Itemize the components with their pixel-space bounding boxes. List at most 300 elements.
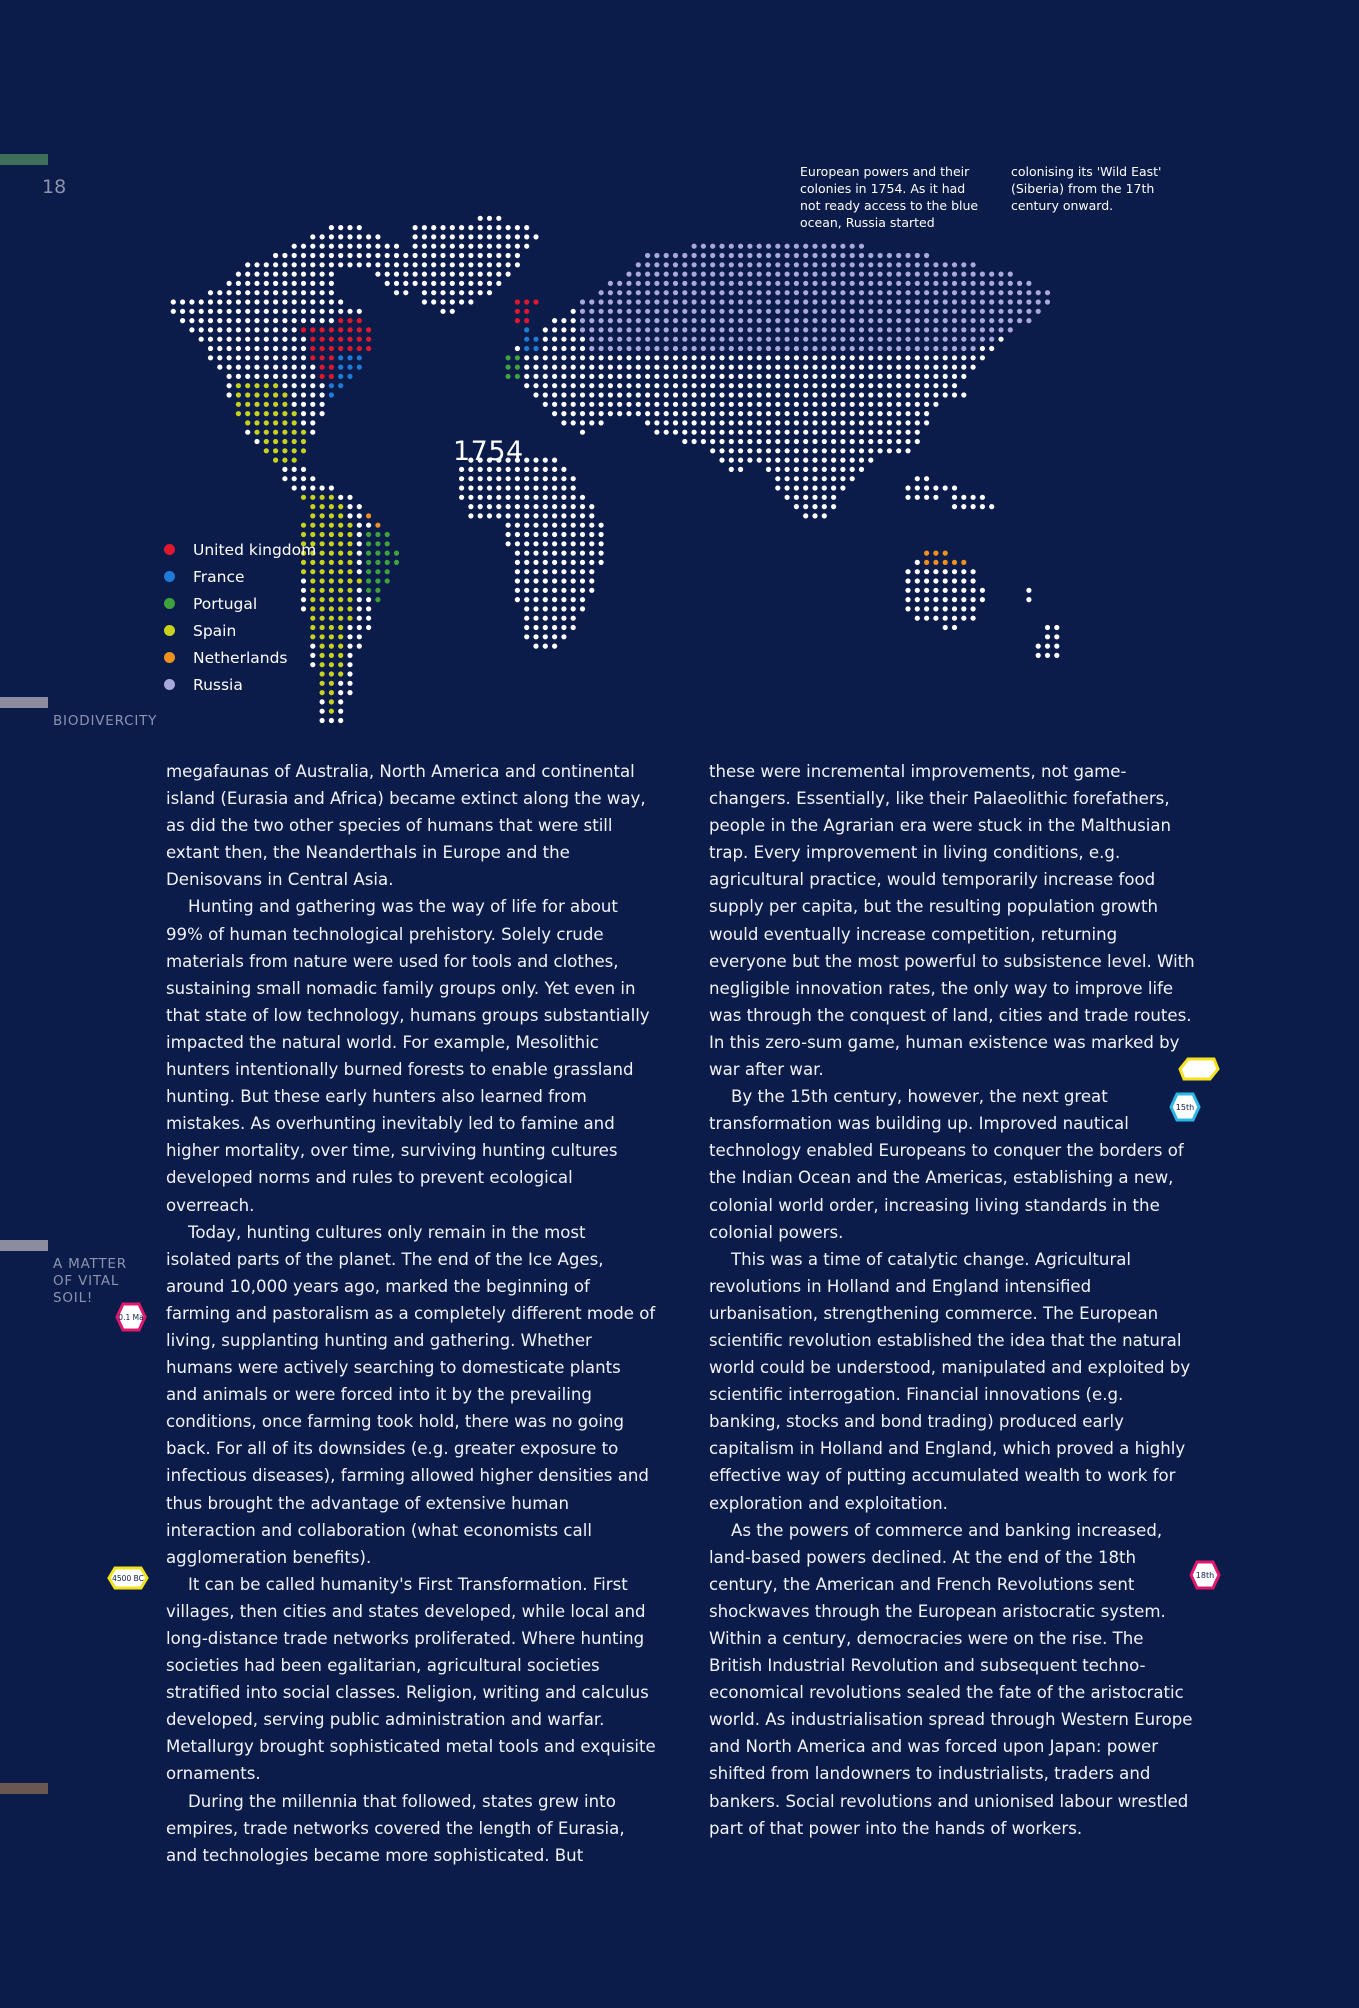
map-dot bbox=[664, 262, 669, 267]
map-dot bbox=[515, 299, 520, 304]
map-dot bbox=[599, 383, 604, 388]
map-dot bbox=[589, 541, 594, 546]
map-dot bbox=[543, 625, 548, 630]
map-dot bbox=[803, 485, 808, 490]
map-dot bbox=[515, 262, 520, 267]
map-dot bbox=[403, 262, 408, 267]
map-dot bbox=[989, 281, 994, 286]
map-dot bbox=[338, 634, 343, 639]
map-dot bbox=[626, 346, 631, 351]
map-dot bbox=[673, 309, 678, 314]
map-dot bbox=[254, 318, 259, 323]
map-dot bbox=[682, 439, 687, 444]
map-dot bbox=[561, 625, 566, 630]
map-dot bbox=[329, 681, 334, 686]
map-dot bbox=[366, 523, 371, 528]
map-dot bbox=[320, 495, 325, 500]
map-dot bbox=[645, 281, 650, 286]
map-dot bbox=[589, 402, 594, 407]
map-dot bbox=[561, 606, 566, 611]
map-dot bbox=[524, 244, 529, 249]
map-dot bbox=[329, 346, 334, 351]
map-dot bbox=[747, 327, 752, 332]
map-dot bbox=[803, 504, 808, 509]
map-dot bbox=[757, 337, 762, 342]
map-dot bbox=[199, 337, 204, 342]
map-dot bbox=[273, 411, 278, 416]
map-dot bbox=[571, 383, 576, 388]
map-dot bbox=[943, 383, 948, 388]
map-dot bbox=[599, 374, 604, 379]
map-dot bbox=[347, 355, 352, 360]
map-dot bbox=[775, 485, 780, 490]
map-dot bbox=[459, 467, 464, 472]
map-dot bbox=[924, 290, 929, 295]
map-dot bbox=[561, 560, 566, 565]
map-dot bbox=[626, 337, 631, 342]
map-dot bbox=[961, 337, 966, 342]
map-dot bbox=[850, 458, 855, 463]
map-dot bbox=[264, 383, 269, 388]
map-dot bbox=[831, 374, 836, 379]
map-dot bbox=[682, 309, 687, 314]
map-dot bbox=[775, 392, 780, 397]
map-dot bbox=[385, 541, 390, 546]
map-dot bbox=[757, 327, 762, 332]
map-dot bbox=[952, 606, 957, 611]
map-dot bbox=[673, 318, 678, 323]
map-dot bbox=[273, 355, 278, 360]
map-dot bbox=[887, 392, 892, 397]
map-dot bbox=[329, 327, 334, 332]
map-dot bbox=[971, 272, 976, 277]
map-dot bbox=[905, 346, 910, 351]
map-dot bbox=[822, 253, 827, 258]
map-dot bbox=[952, 625, 957, 630]
map-dot bbox=[254, 272, 259, 277]
map-dot bbox=[701, 244, 706, 249]
map-dot bbox=[394, 272, 399, 277]
map-dot bbox=[189, 327, 194, 332]
map-dot bbox=[533, 355, 538, 360]
map-dot bbox=[654, 383, 659, 388]
map-dot bbox=[347, 495, 352, 500]
map-dot bbox=[589, 523, 594, 528]
map-dot bbox=[515, 523, 520, 528]
map-dot bbox=[933, 309, 938, 314]
map-dot bbox=[971, 327, 976, 332]
map-dot bbox=[952, 365, 957, 370]
map-dot bbox=[589, 504, 594, 509]
map-dot bbox=[701, 309, 706, 314]
map-dot bbox=[915, 318, 920, 323]
map-dot bbox=[329, 272, 334, 277]
map-dot bbox=[887, 299, 892, 304]
map-dot bbox=[524, 625, 529, 630]
map-dot bbox=[943, 299, 948, 304]
map-dot bbox=[180, 309, 185, 314]
map-dot bbox=[496, 272, 501, 277]
map-dot bbox=[905, 290, 910, 295]
map-dot bbox=[729, 290, 734, 295]
map-dot bbox=[320, 392, 325, 397]
map-dot bbox=[524, 365, 529, 370]
map-dot bbox=[905, 281, 910, 286]
map-dot bbox=[236, 374, 241, 379]
map-dot bbox=[645, 383, 650, 388]
map-dot bbox=[580, 560, 585, 565]
map-dot bbox=[478, 513, 483, 518]
map-dot bbox=[580, 299, 585, 304]
map-dot bbox=[264, 430, 269, 435]
map-dot bbox=[887, 355, 892, 360]
map-dot bbox=[896, 430, 901, 435]
map-dot bbox=[933, 578, 938, 583]
map-dot bbox=[682, 346, 687, 351]
map-dot bbox=[282, 476, 287, 481]
map-dot bbox=[896, 290, 901, 295]
map-dot bbox=[478, 467, 483, 472]
map-dot bbox=[850, 253, 855, 258]
map-dot bbox=[915, 392, 920, 397]
map-dot bbox=[692, 383, 697, 388]
map-dot bbox=[719, 392, 724, 397]
map-dot bbox=[487, 225, 492, 230]
map-dot bbox=[989, 327, 994, 332]
map-dot bbox=[468, 225, 473, 230]
map-dot bbox=[766, 262, 771, 267]
map-dot bbox=[282, 262, 287, 267]
map-dot bbox=[599, 299, 604, 304]
map-dot bbox=[227, 290, 232, 295]
map-dot bbox=[571, 569, 576, 574]
map-dot bbox=[292, 458, 297, 463]
paragraph: megafaunas of Australia, North America and continental island (Eurasia and Africa) became extinct along the way, as did the two other species of humans that were still extant then, the Neanderthals in Europe and the Denisovans in Central Asia. bbox=[166, 762, 646, 890]
map-dot bbox=[617, 411, 622, 416]
map-dot bbox=[329, 225, 334, 230]
map-dot bbox=[971, 290, 976, 295]
map-dot bbox=[338, 718, 343, 723]
map-dot bbox=[831, 439, 836, 444]
map-dot bbox=[357, 253, 362, 258]
map-dot bbox=[822, 476, 827, 481]
map-dot bbox=[701, 327, 706, 332]
map-dot bbox=[924, 402, 929, 407]
map-dot bbox=[822, 448, 827, 453]
map-dot bbox=[245, 365, 250, 370]
map-dot bbox=[924, 392, 929, 397]
map-dot bbox=[961, 616, 966, 621]
map-dot bbox=[1017, 299, 1022, 304]
map-dot bbox=[515, 365, 520, 370]
map-dot bbox=[850, 430, 855, 435]
map-dot bbox=[329, 253, 334, 258]
map-dot bbox=[571, 411, 576, 416]
map-dot bbox=[812, 262, 817, 267]
map-dot bbox=[887, 272, 892, 277]
map-dot bbox=[254, 374, 259, 379]
map-dot bbox=[357, 346, 362, 351]
map-dot bbox=[394, 244, 399, 249]
map-dot bbox=[738, 383, 743, 388]
map-dot bbox=[636, 365, 641, 370]
map-dot bbox=[952, 578, 957, 583]
map-dot bbox=[292, 402, 297, 407]
map-dot bbox=[254, 420, 259, 425]
map-dot bbox=[366, 327, 371, 332]
map-dot bbox=[273, 299, 278, 304]
map-dot bbox=[515, 532, 520, 537]
map-dot bbox=[766, 439, 771, 444]
map-dot bbox=[673, 402, 678, 407]
map-dot bbox=[878, 420, 883, 425]
map-dot bbox=[766, 430, 771, 435]
map-dot bbox=[692, 337, 697, 342]
map-dot bbox=[301, 346, 306, 351]
map-dot bbox=[766, 402, 771, 407]
map-dot bbox=[310, 523, 315, 528]
map-dot bbox=[589, 383, 594, 388]
map-dot bbox=[915, 355, 920, 360]
map-dot bbox=[729, 309, 734, 314]
map-dot bbox=[366, 234, 371, 239]
map-dot bbox=[645, 374, 650, 379]
badge-text: 15th bbox=[1175, 1103, 1195, 1112]
edge-tab-biodiversity bbox=[0, 697, 48, 708]
map-dot bbox=[859, 392, 864, 397]
map-dot bbox=[729, 327, 734, 332]
section-label-biodiversity: BIODIVERCITY bbox=[53, 713, 158, 729]
map-dot bbox=[282, 299, 287, 304]
map-dot bbox=[264, 439, 269, 444]
map-dot bbox=[831, 299, 836, 304]
map-dot bbox=[915, 495, 920, 500]
map-dot bbox=[338, 374, 343, 379]
map-dot bbox=[943, 346, 948, 351]
map-dot bbox=[357, 309, 362, 314]
map-dot bbox=[840, 309, 845, 314]
map-dot bbox=[887, 262, 892, 267]
map-dot bbox=[515, 560, 520, 565]
map-dot bbox=[812, 513, 817, 518]
map-dot bbox=[1026, 318, 1031, 323]
map-dot bbox=[803, 458, 808, 463]
map-dot bbox=[440, 225, 445, 230]
map-dot bbox=[915, 281, 920, 286]
map-dot bbox=[571, 495, 576, 500]
map-dot bbox=[812, 365, 817, 370]
map-dot bbox=[822, 272, 827, 277]
map-dot bbox=[385, 578, 390, 583]
map-dot bbox=[803, 318, 808, 323]
map-dot bbox=[812, 272, 817, 277]
map-dot bbox=[394, 551, 399, 556]
map-dot bbox=[487, 234, 492, 239]
map-dot bbox=[905, 355, 910, 360]
map-dot bbox=[980, 272, 985, 277]
map-dot bbox=[468, 467, 473, 472]
map-dot bbox=[1036, 290, 1041, 295]
map-dot bbox=[292, 272, 297, 277]
map-dot bbox=[924, 551, 929, 556]
map-dot bbox=[682, 402, 687, 407]
map-dot bbox=[766, 290, 771, 295]
map-dot bbox=[924, 569, 929, 574]
map-dot bbox=[775, 346, 780, 351]
map-dot bbox=[831, 355, 836, 360]
map-dot bbox=[310, 337, 315, 342]
map-dot bbox=[729, 411, 734, 416]
map-dot bbox=[403, 272, 408, 277]
map-dot bbox=[692, 262, 697, 267]
map-dot bbox=[524, 541, 529, 546]
map-dot bbox=[422, 244, 427, 249]
map-dot bbox=[729, 244, 734, 249]
map-dot bbox=[831, 365, 836, 370]
map-dot bbox=[217, 337, 222, 342]
map-dot bbox=[775, 337, 780, 342]
map-dot bbox=[543, 392, 548, 397]
map-dot bbox=[301, 281, 306, 286]
map-dot bbox=[701, 272, 706, 277]
map-dot bbox=[859, 318, 864, 323]
map-dot bbox=[785, 365, 790, 370]
map-dot bbox=[580, 420, 585, 425]
map-dot bbox=[803, 476, 808, 481]
map-dot bbox=[878, 411, 883, 416]
map-dot bbox=[236, 290, 241, 295]
map-dot bbox=[496, 216, 501, 221]
map-dot bbox=[673, 392, 678, 397]
map-dot bbox=[850, 439, 855, 444]
map-dot bbox=[664, 253, 669, 258]
map-dot bbox=[757, 299, 762, 304]
map-dot bbox=[859, 411, 864, 416]
map-dot bbox=[933, 299, 938, 304]
map-dot bbox=[794, 355, 799, 360]
map-dot bbox=[589, 392, 594, 397]
map-dot bbox=[701, 374, 706, 379]
map-dot bbox=[961, 299, 966, 304]
map-dot bbox=[915, 569, 920, 574]
map-dot bbox=[320, 541, 325, 546]
map-dot bbox=[208, 327, 213, 332]
map-dot bbox=[738, 244, 743, 249]
map-dot bbox=[347, 365, 352, 370]
caption-line: ocean, Russia started bbox=[800, 215, 935, 230]
map-dot bbox=[589, 513, 594, 518]
map-dot bbox=[496, 495, 501, 500]
map-dot bbox=[347, 616, 352, 621]
map-dot bbox=[524, 634, 529, 639]
map-dot bbox=[785, 458, 790, 463]
map-dot bbox=[468, 495, 473, 500]
map-dot bbox=[933, 606, 938, 611]
map-dot bbox=[673, 411, 678, 416]
map-dot bbox=[227, 309, 232, 314]
map-dot bbox=[896, 253, 901, 258]
map-dot bbox=[785, 281, 790, 286]
map-dot bbox=[933, 588, 938, 593]
map-dot bbox=[859, 253, 864, 258]
body-column-right bbox=[709, 758, 1199, 1842]
map-dot bbox=[506, 244, 511, 249]
map-dot bbox=[552, 597, 557, 602]
map-dot bbox=[329, 699, 334, 704]
paragraph: This was a time of catalytic change. Agricultural revolutions in Holland and England intensified urbanisation, strengthening commerce. The European scientific revolution established the idea that the natural world could be understood, manipulated and exploited by scientific interrogation. Financial innovations (e.g. banking, stocks and bond trading) produced early capitalism in Holland and England, which proved a highly effective way of putting accumulated wealth to work for exploration and exploitation. bbox=[709, 1249, 1191, 1513]
map-dot bbox=[245, 355, 250, 360]
map-dot bbox=[589, 318, 594, 323]
map-dot bbox=[329, 234, 334, 239]
map-dot bbox=[552, 318, 557, 323]
map-dot bbox=[524, 476, 529, 481]
map-dot bbox=[301, 420, 306, 425]
map-dot bbox=[599, 541, 604, 546]
map-dot bbox=[329, 485, 334, 490]
map-dot bbox=[1008, 290, 1013, 295]
map-dot bbox=[868, 262, 873, 267]
map-dot bbox=[980, 355, 985, 360]
map-dot bbox=[971, 606, 976, 611]
map-dot bbox=[664, 355, 669, 360]
map-dot bbox=[747, 346, 752, 351]
paragraph: By the 15th century, however, the next great transformation was building up. Improved nautical technology enabled Europeans to conquer the borders of the Indian Ocean and the Americas, establishing a new, colonial world order, increasing living standards in the colonial powers. bbox=[709, 1087, 1184, 1242]
map-dot bbox=[608, 383, 613, 388]
map-dot bbox=[840, 467, 845, 472]
map-dot bbox=[515, 318, 520, 323]
map-dot bbox=[915, 476, 920, 481]
map-dot bbox=[208, 290, 213, 295]
map-dot bbox=[599, 346, 604, 351]
map-dot bbox=[738, 467, 743, 472]
map-dot bbox=[961, 578, 966, 583]
map-dot bbox=[943, 485, 948, 490]
map-dot bbox=[264, 346, 269, 351]
map-dot bbox=[952, 485, 957, 490]
map-dot bbox=[673, 430, 678, 435]
map-dot bbox=[599, 532, 604, 537]
map-dot bbox=[682, 430, 687, 435]
map-dot bbox=[254, 402, 259, 407]
map-dot bbox=[506, 374, 511, 379]
map-dot bbox=[468, 281, 473, 286]
map-dot bbox=[394, 560, 399, 565]
map-dot bbox=[227, 383, 232, 388]
map-dot bbox=[915, 411, 920, 416]
map-dot bbox=[561, 551, 566, 556]
map-dot bbox=[961, 374, 966, 379]
map-dot bbox=[524, 234, 529, 239]
map-dot bbox=[375, 588, 380, 593]
map-dot bbox=[961, 392, 966, 397]
edge-tab-soil bbox=[0, 1240, 48, 1251]
map-dot bbox=[859, 346, 864, 351]
map-dot bbox=[533, 383, 538, 388]
map-dot bbox=[524, 569, 529, 574]
map-dot bbox=[1008, 299, 1013, 304]
map-dot bbox=[794, 327, 799, 332]
map-dot bbox=[245, 281, 250, 286]
map-dot bbox=[850, 299, 855, 304]
map-dot bbox=[943, 578, 948, 583]
map-dot bbox=[338, 495, 343, 500]
map-dot bbox=[831, 476, 836, 481]
map-dot bbox=[599, 309, 604, 314]
map-dot bbox=[868, 327, 873, 332]
map-dot bbox=[450, 272, 455, 277]
map-dot bbox=[329, 355, 334, 360]
map-dot bbox=[831, 383, 836, 388]
